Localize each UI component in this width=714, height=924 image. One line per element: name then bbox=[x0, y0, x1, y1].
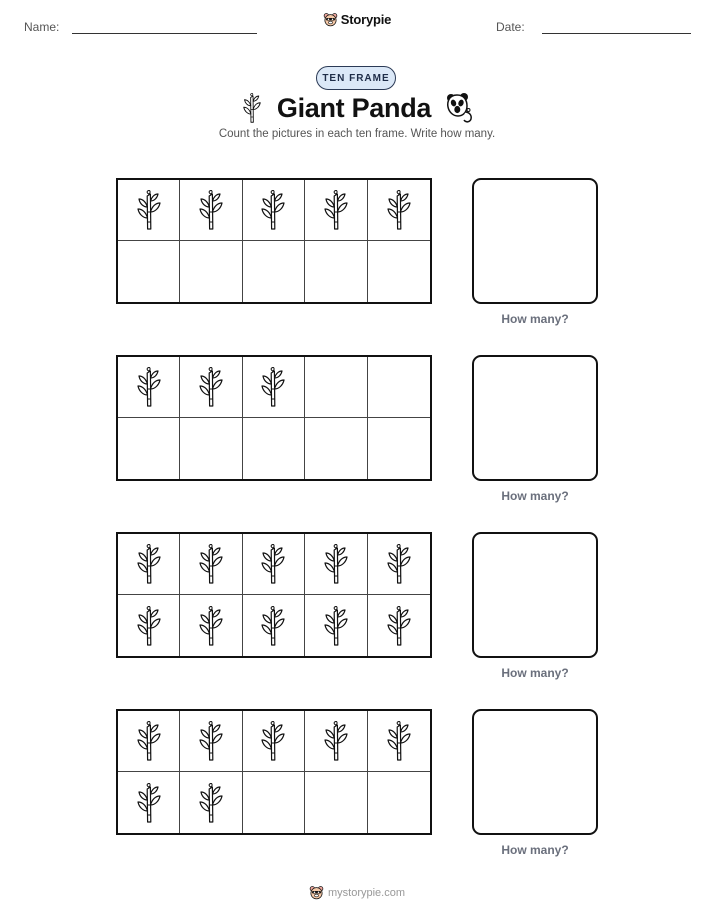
bamboo-sprout-icon bbox=[261, 190, 285, 230]
date-label: Date: bbox=[496, 20, 525, 34]
title-text: Giant Panda bbox=[276, 92, 432, 123]
name-label: Name: bbox=[24, 20, 60, 34]
ten-frame-cell bbox=[180, 180, 242, 241]
bamboo-sprout-icon bbox=[241, 93, 263, 123]
bamboo-sprout-icon bbox=[387, 721, 411, 761]
ten-frame-cell bbox=[180, 534, 242, 595]
ten-frame-cell bbox=[243, 241, 305, 302]
ten-frame bbox=[116, 355, 432, 481]
ten-frame bbox=[116, 709, 432, 835]
how-many-label: How many? bbox=[501, 843, 569, 857]
ten-frame-cell bbox=[118, 711, 180, 772]
page-title bbox=[0, 92, 714, 124]
ten-frame-cell bbox=[118, 357, 180, 418]
instructions: Count the pictures in each ten frame. Write how many. bbox=[218, 128, 496, 140]
ten-frame-cell bbox=[368, 772, 430, 833]
bamboo-sprout-icon bbox=[261, 606, 285, 646]
ten-frame-cell bbox=[305, 241, 367, 302]
ten-frame-cell bbox=[243, 180, 305, 241]
date-line[interactable] bbox=[542, 33, 691, 34]
bamboo-sprout-icon bbox=[324, 190, 348, 230]
ten-frame-cell bbox=[368, 711, 430, 772]
ten-frame bbox=[116, 532, 432, 658]
ten-frame-cell bbox=[243, 534, 305, 595]
ten-frame-cell bbox=[305, 180, 367, 241]
answer-box[interactable] bbox=[472, 178, 598, 304]
ten-frame-cell bbox=[118, 595, 180, 656]
ten-frame bbox=[116, 178, 432, 304]
ten-frame-cell bbox=[118, 534, 180, 595]
ten-frame-cell bbox=[305, 711, 367, 772]
bear-icon bbox=[309, 885, 324, 900]
ten-frame-cell bbox=[368, 418, 430, 479]
ten-frame-cell bbox=[118, 241, 180, 302]
bamboo-sprout-icon bbox=[137, 367, 161, 407]
ten-frame-cell bbox=[305, 595, 367, 656]
bamboo-sprout-icon bbox=[324, 721, 348, 761]
bamboo-sprout-icon bbox=[137, 721, 161, 761]
how-many-label: How many? bbox=[501, 312, 569, 326]
bamboo-sprout-icon bbox=[387, 606, 411, 646]
ten-frame-cell bbox=[305, 357, 367, 418]
answer-box[interactable] bbox=[472, 355, 598, 481]
ten-frame-cell bbox=[180, 418, 242, 479]
ten-frame-cell bbox=[180, 241, 242, 302]
ten-frame-badge: TEN FRAME bbox=[316, 66, 396, 90]
ten-frame-cell bbox=[180, 711, 242, 772]
bamboo-sprout-icon bbox=[137, 190, 161, 230]
bamboo-sprout-icon bbox=[324, 606, 348, 646]
bamboo-sprout-icon bbox=[387, 190, 411, 230]
how-many-label: How many? bbox=[501, 666, 569, 680]
ten-frame-cell bbox=[118, 772, 180, 833]
ten-frame-cell bbox=[368, 241, 430, 302]
bamboo-sprout-icon bbox=[199, 190, 223, 230]
ten-frame-cell bbox=[118, 180, 180, 241]
bamboo-sprout-icon bbox=[199, 783, 223, 823]
ten-frame-cell bbox=[305, 418, 367, 479]
bamboo-sprout-icon bbox=[199, 721, 223, 761]
bamboo-sprout-icon bbox=[137, 783, 161, 823]
panda-icon bbox=[445, 92, 473, 124]
ten-frame-cell bbox=[243, 357, 305, 418]
brand-text: Storypie bbox=[340, 12, 392, 27]
name-line[interactable] bbox=[72, 33, 257, 34]
ten-frame-cell bbox=[243, 595, 305, 656]
bamboo-sprout-icon bbox=[199, 544, 223, 584]
bamboo-sprout-icon bbox=[261, 721, 285, 761]
brand-logo bbox=[0, 12, 714, 27]
bamboo-sprout-icon bbox=[261, 544, 285, 584]
ten-frame-cell bbox=[243, 711, 305, 772]
ten-frame-cell bbox=[243, 772, 305, 833]
ten-frame-cell bbox=[305, 534, 367, 595]
ten-frame-cell bbox=[180, 772, 242, 833]
ten-frame-cell bbox=[368, 534, 430, 595]
ten-frame-cell bbox=[368, 180, 430, 241]
ten-frame-cell bbox=[305, 772, 367, 833]
ten-frame-cell bbox=[368, 357, 430, 418]
bamboo-sprout-icon bbox=[199, 367, 223, 407]
ten-frame-cell bbox=[118, 418, 180, 479]
answer-box[interactable] bbox=[472, 709, 598, 835]
ten-frame-cell bbox=[180, 595, 242, 656]
bamboo-sprout-icon bbox=[137, 544, 161, 584]
footer-url[interactable]: mystorypie.com bbox=[327, 886, 406, 899]
bamboo-sprout-icon bbox=[199, 606, 223, 646]
answer-box[interactable] bbox=[472, 532, 598, 658]
bamboo-sprout-icon bbox=[324, 544, 348, 584]
bear-icon bbox=[323, 12, 338, 27]
footer bbox=[0, 885, 714, 900]
bamboo-sprout-icon bbox=[137, 606, 161, 646]
bamboo-sprout-icon bbox=[261, 367, 285, 407]
bamboo-sprout-icon bbox=[387, 544, 411, 584]
ten-frame-cell bbox=[180, 357, 242, 418]
ten-frame-cell bbox=[243, 418, 305, 479]
how-many-label: How many? bbox=[501, 489, 569, 503]
ten-frame-cell bbox=[368, 595, 430, 656]
